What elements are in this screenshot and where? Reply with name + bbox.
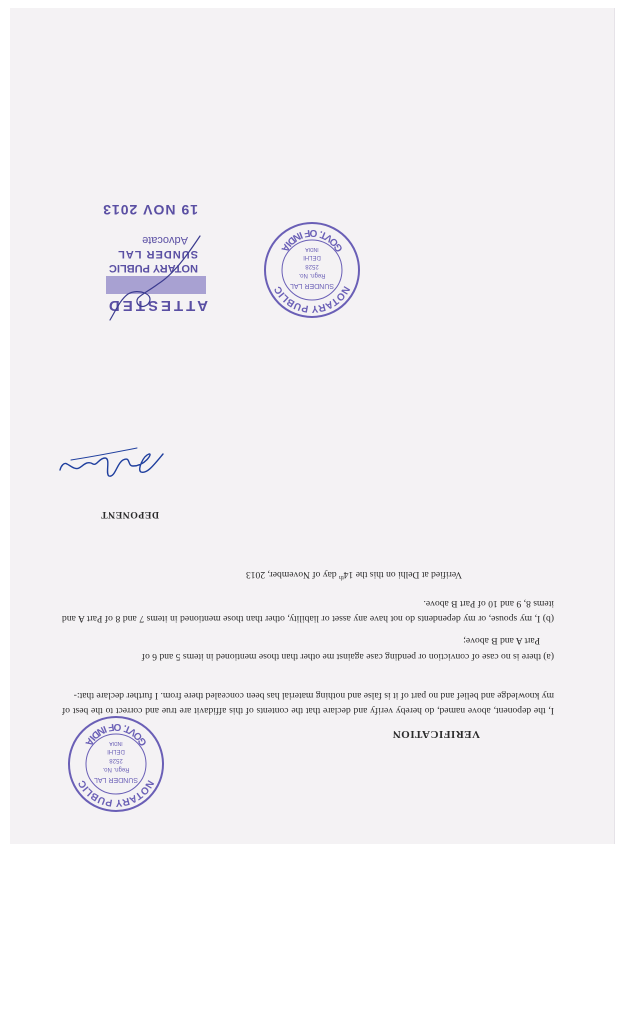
date-stamp: 19 NOV 2013 (102, 202, 198, 218)
seal2-center-3: 2528 (305, 263, 319, 269)
verified-sup: th (339, 574, 344, 581)
seal2-center-1: SUNDER LAL (290, 282, 334, 289)
seal2-center-4: DELHI (303, 254, 321, 260)
notary-seal-lower (66, 714, 166, 814)
verified-prefix: Verified at Delhi on this the 14 (343, 569, 462, 580)
seal-bottom-ring-text: GOVT. OF INDIA (82, 720, 150, 748)
notary-name: SUNDER LAL (117, 248, 198, 260)
notary-role: Advocate (142, 234, 188, 246)
verified-line (246, 567, 462, 582)
notary-title: NOTARY PUBLIC (108, 262, 198, 274)
notary-seal-upper (262, 220, 362, 320)
seal2-top-ring-text: NOTARY PUBLIC (272, 283, 352, 315)
document-sheet (10, 8, 615, 844)
seal2-bottom-ring-text: GOVT. OF INDIA (278, 226, 346, 254)
seal-center-1: SUNDER LAL (94, 776, 138, 783)
notary-signature (98, 234, 208, 324)
seal-center-3: 2528 (109, 757, 123, 763)
verified-suffix: day of November, 2013 (245, 569, 340, 580)
seal2-center-2: Regn. No. (298, 272, 326, 278)
seal-center-5: INDIA (109, 740, 123, 746)
item-a-line2: Part A and B above; (463, 635, 540, 646)
seal2-center-5: INDIA (305, 246, 319, 252)
item-b: (b) I, my spouse, or my dependents do not have any asset or liability, other than those mentioned in items 7 and 8 of Part A and items 8, 9 and 10 of Part B above. (62, 597, 554, 624)
attested-label: ATTESTED (105, 297, 208, 314)
attested-stamp (98, 184, 208, 314)
verification-heading: VERIFICATION (392, 728, 480, 740)
item-a-line1: (a) there is no case of conviction or pending case against me other than those mentioned in items 5 and 6 of (141, 651, 554, 662)
deponent-signature (57, 436, 167, 496)
deponent-label: DEPONENT (100, 509, 159, 520)
upside-down-content (10, 8, 614, 844)
seal-center-2: Regn. No. (102, 766, 130, 772)
seal-center-4: DELHI (107, 748, 125, 754)
verification-paragraph: I, the deponent, above named, do hereby verify and declare that the contents of this affidavit are true and correct to the best of my knowledge and belief and no part of it is false and nothing material has been concealed there from. I further declare that:- (62, 689, 554, 716)
seal-top-ring-text: NOTARY PUBLIC (76, 777, 156, 809)
